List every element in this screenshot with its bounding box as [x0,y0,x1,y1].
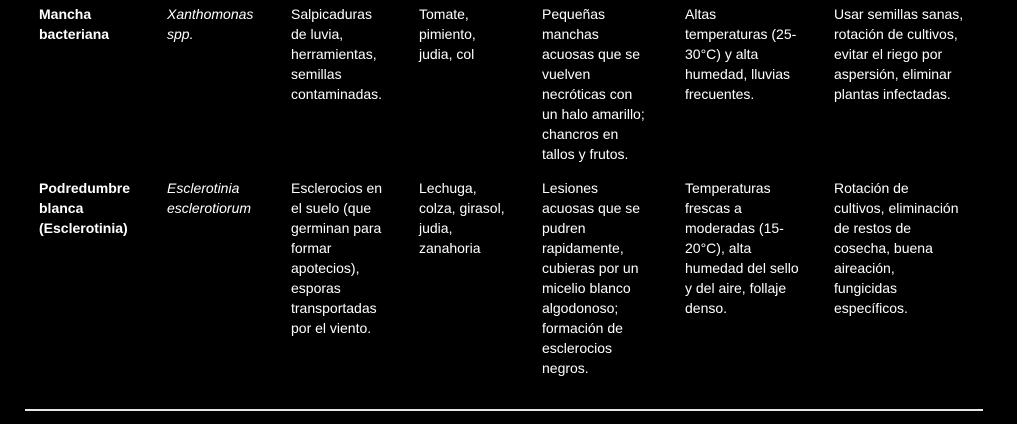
source-cell: Esclerocios en el suelo (que germinan para formar apotecios), esporas transportadas por el viento. [291,180,383,336]
table-row [0,178,1017,388]
table-row [0,4,1017,174]
management-cell: Usar semillas sanas, rotación de cultivos, evitar el riego por aspersión, eliminar plantas infectadas. [834,6,964,102]
conditions-cell: Altas temperaturas (25- 30°C) y alta humedad, lluvias frecuentes. [685,6,797,102]
pathogen-cell: Xanthomonas spp. [167,6,254,42]
symptoms-cell: Lesiones acuosas que se pudren rapidamente, cubieras por un micelio blanco algodonoso; formación de esclerocios negros. [542,180,641,376]
disease-name-cell: Podredumbre blanca (Esclerotinia) [39,180,131,236]
conditions-cell: Temperaturas frescas a moderadas (15- 20°C), alta humedad del sello y del aire, follaje denso. [685,180,799,316]
table-bottom-divider [25,409,983,411]
disease-name-cell: Mancha bacteriana [39,6,110,42]
hosts-cell: Lechuga, colza, girasol, judia, zanahoria [419,180,505,256]
pathogen-cell: Esclerotinia esclerotiorum [167,180,252,216]
hosts-cell: Tomate, pimiento, judia, col [419,6,476,62]
management-cell: Rotación de cultivos, eliminación de restos de cosecha, buena aireación, fungicidas específicos. [834,180,959,316]
symptoms-cell: Pequeñas manchas acuosas que se vuelven necróticas con un halo amarillo; chancros en tallos y frutos. [542,6,645,162]
source-cell: Salpicaduras de luvia, herramientas, semillas contaminadas. [291,6,383,102]
